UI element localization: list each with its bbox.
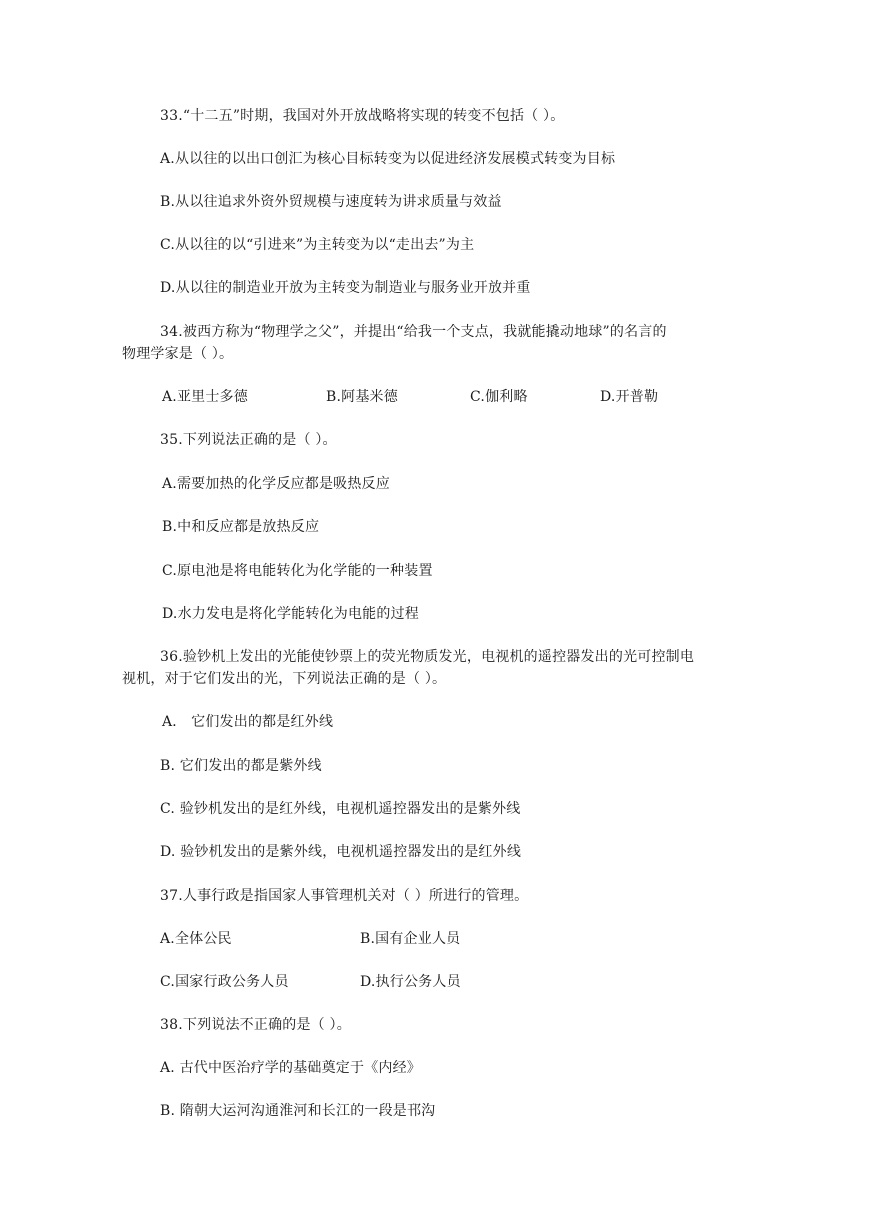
- question-35-option-b: B.中和反应都是放热反应: [162, 519, 320, 535]
- question-34-option-c: C.伽利略: [470, 389, 528, 405]
- question-38-option-a: A. 古代中医治疗学的基础奠定于《内经》: [160, 1060, 422, 1076]
- question-34-options-row: [0, 387, 869, 407]
- question-35-stem: 35.下列说法正确的是（ ）。: [160, 432, 337, 448]
- question-36-stem-line-2: 视机，对于它们发出的光，下列说法正确的是（ ）。: [122, 671, 447, 687]
- question-36-option-c: C. 验钞机发出的是红外线，电视机遥控器发出的是紫外线: [160, 801, 521, 817]
- question-37-option-b: B.国有企业人员: [360, 931, 461, 947]
- question-35-option-c: C.原电池是将电能转化为化学能的一种装置: [162, 563, 433, 579]
- question-38-stem: 38.下列说法不正确的是（ ）。: [160, 1017, 351, 1033]
- question-37-option-d: D.执行公务人员: [360, 974, 461, 990]
- question-37-options-row-1: [0, 929, 869, 949]
- question-33-option-c: C.从以往的以“引进来”为主转变为以“走出去”为主: [160, 237, 475, 253]
- question-33-stem: 33.“十二五”时期，我国对外开放战略将实现的转变不包括（ ）。: [160, 108, 565, 124]
- question-34-stem-line-2: 物理学家是（ ）。: [122, 346, 234, 362]
- question-37-option-c: C.国家行政公务人员: [160, 974, 289, 990]
- question-38-option-b: B. 隋朝大运河沟通淮河和长江的一段是邗沟: [160, 1103, 436, 1119]
- question-33-option-d: D.从以往的制造业开放为主转变为制造业与服务业开放并重: [160, 280, 531, 296]
- question-35-option-d: D.水力发电是将化学能转化为电能的过程: [162, 606, 419, 622]
- question-37-stem: 37.人事行政是指国家人事管理机关对（ ）所进行的管理。: [160, 888, 529, 904]
- question-34-option-d: D.开普勒: [600, 389, 659, 405]
- question-36-option-b: B. 它们发出的都是紫外线: [160, 758, 322, 774]
- question-33-option-a: A.从以往的以出口创汇为核心目标转变为以促进经济发展模式转变为目标: [160, 151, 616, 167]
- question-34-option-a: A.亚里士多德: [162, 389, 248, 405]
- question-36-option-d: D. 验钞机发出的是紫外线，电视机遥控器发出的是红外线: [160, 844, 522, 860]
- question-37-option-a: A.全体公民: [160, 931, 232, 947]
- question-36-option-a: A． 它们发出的都是红外线: [162, 714, 334, 730]
- question-36-stem-line-1: 36.验钞机上发出的光能使钞票上的荧光物质发光，电视机的遥控器发出的光可控制电: [160, 649, 695, 665]
- question-34-option-b: B.阿基米德: [326, 389, 398, 405]
- question-35-option-a: A.需要加热的化学反应都是吸热反应: [162, 476, 390, 492]
- question-34-stem-line-1: 34.被西方称为“物理学之父”，并提出“给我一个支点，我就能撬动地球”的名言的: [160, 324, 667, 340]
- question-33-option-b: B.从以往追求外资外贸规模与速度转为讲求质量与效益: [160, 194, 502, 210]
- question-37-options-row-2: [0, 972, 869, 992]
